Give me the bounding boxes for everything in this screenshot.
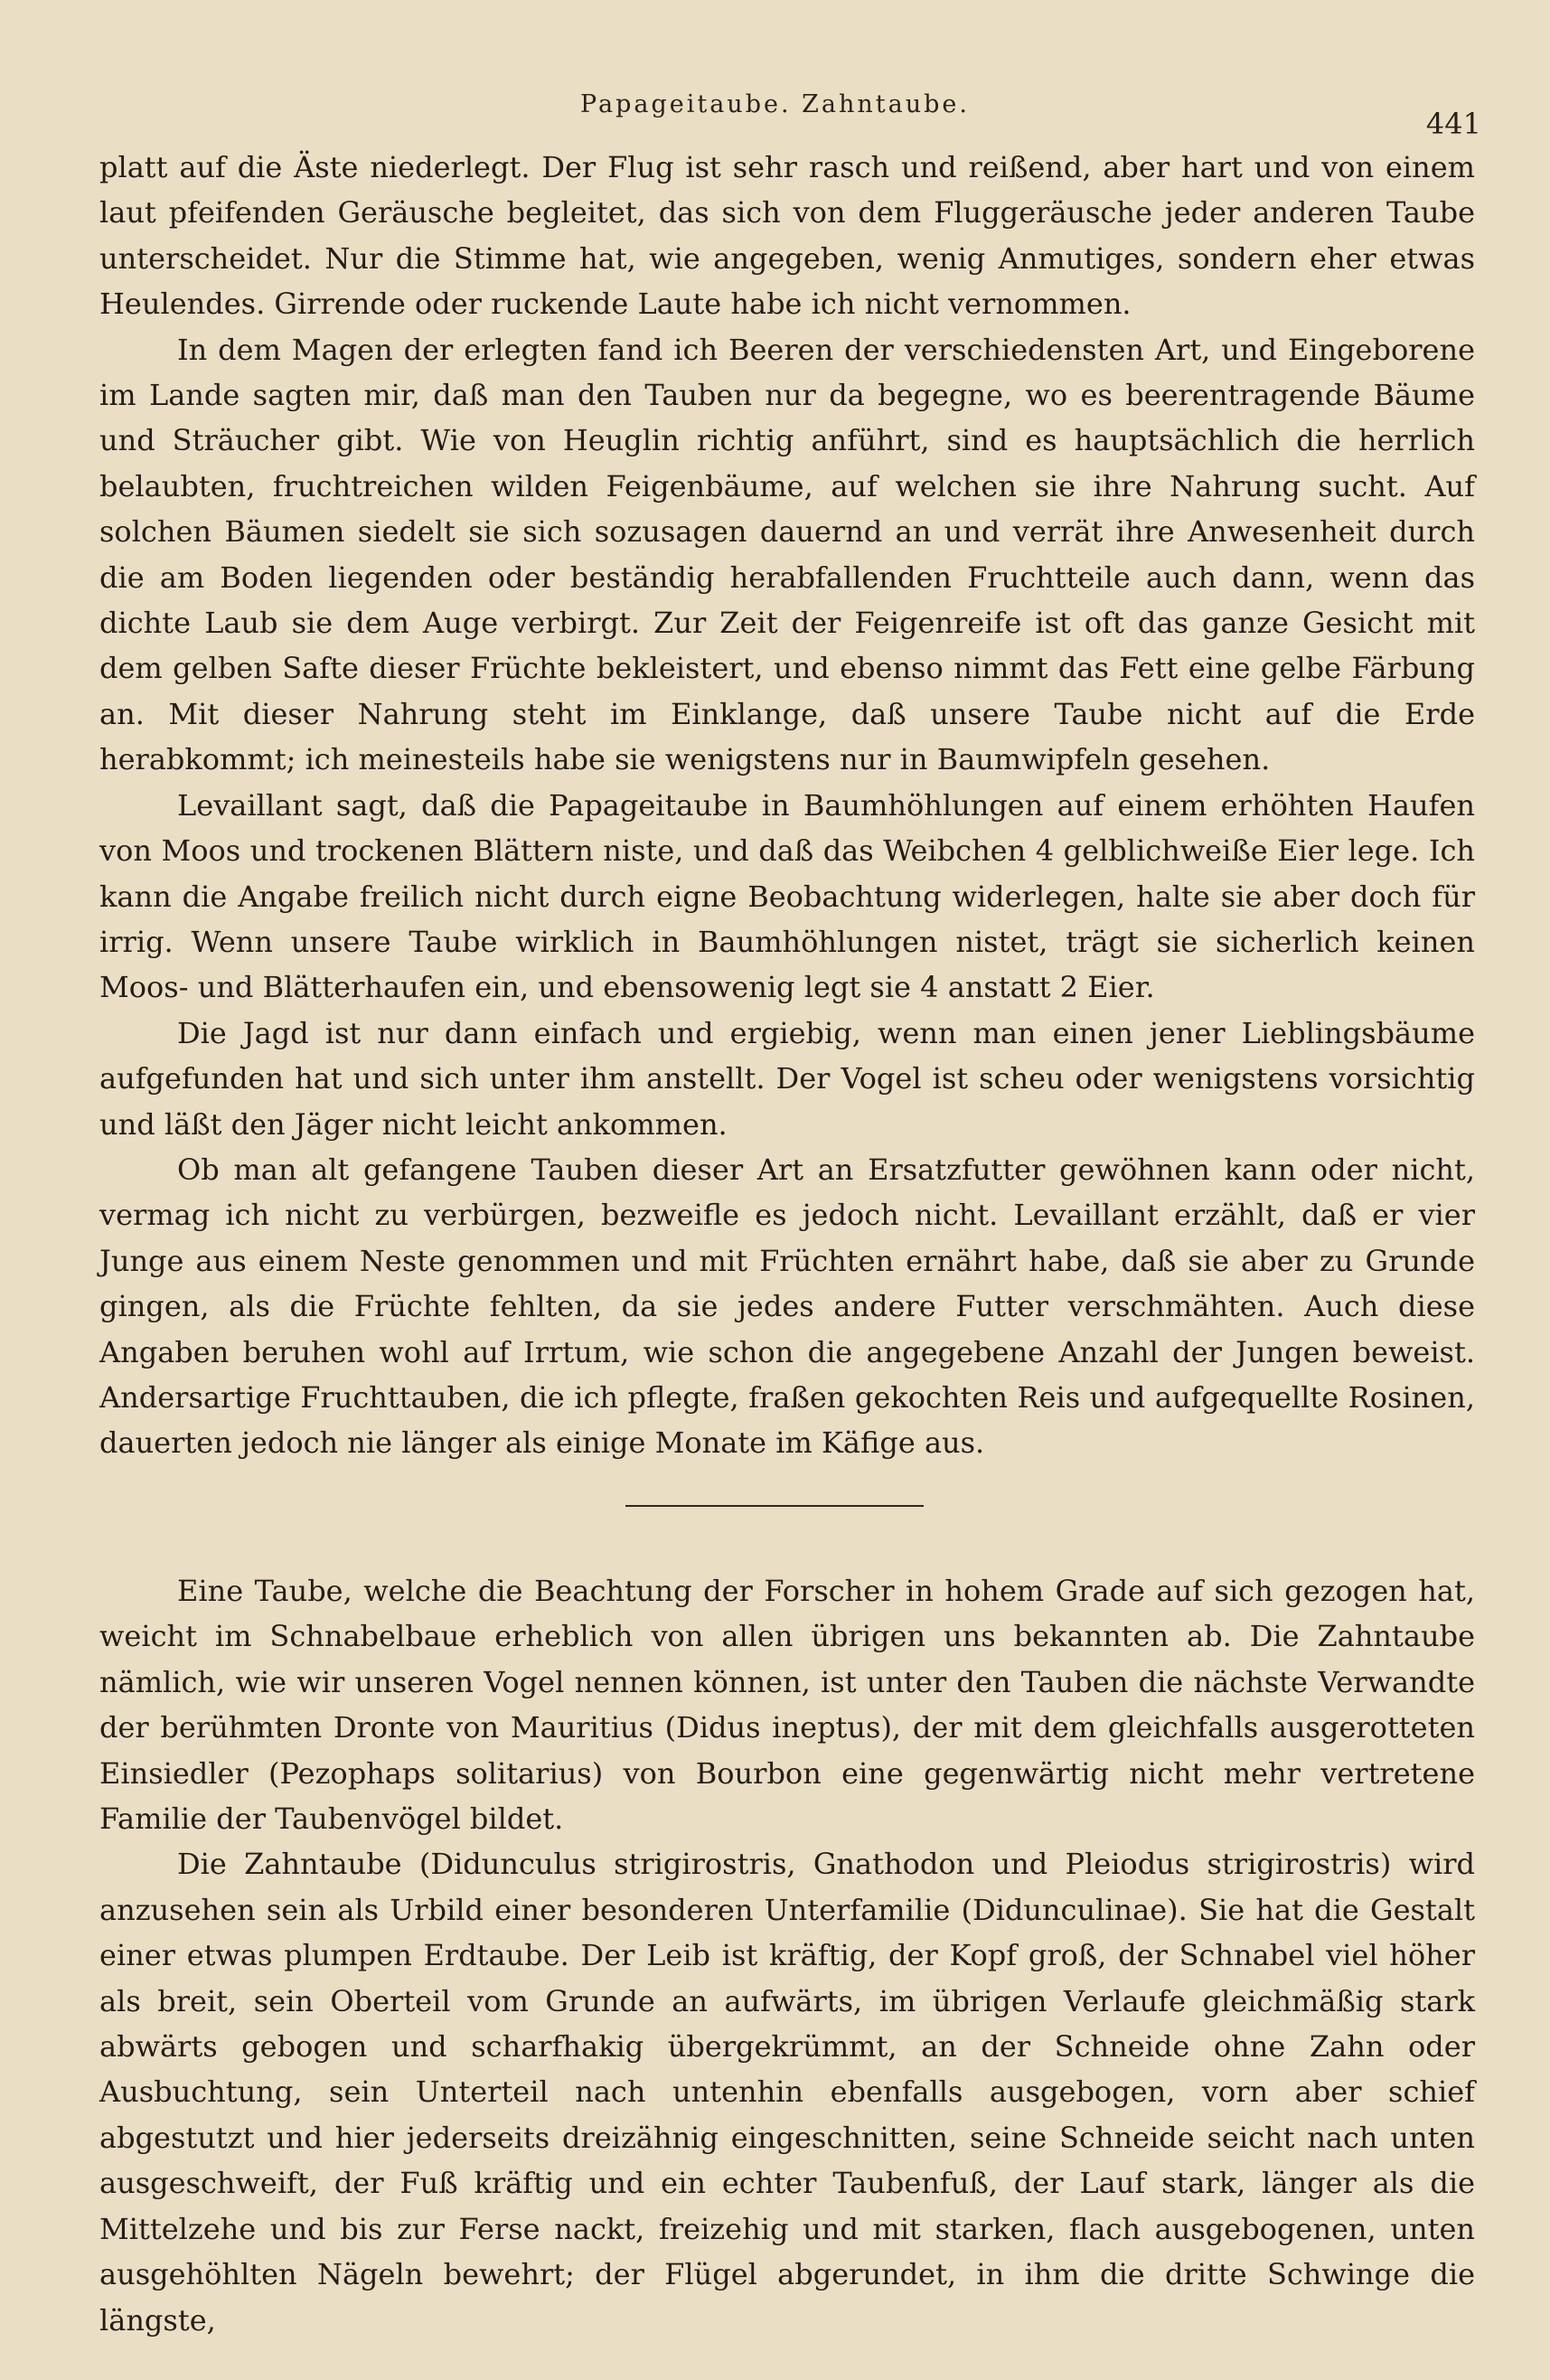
paragraph: In dem Magen der erlegten fand ich Beeren der verschiedensten Art, und Eingeborene im Lande sagten mir, daß man den Tauben nur da begegne, wo es beerentragende Bäume und Sträucher gibt. Wie von Heuglin richtig anführt, sind es hauptsächlich die herrlich belaubten, fruchtreichen wilden Feigenbäume, auf welchen sie ihre Nahrung sucht. Auf solchen Bäumen siedelt sie sich sozusagen dauernd an und verrät ihre Anwesenheit durch die am Boden liegenden oder beständig herabfallenden Fruchtteile auch dann, wenn das dichte Laub sie dem Auge verbirgt. Zur Zeit der Feigenreife ist oft das ganze Gesicht mit dem gelben Safte dieser Früchte bekleistert, und ebenso nimmt das Fett eine gelbe Färbung an. Mit dieser Nahrung steht im Einklange, daß unsere Taube nicht auf die Erde herabkommt; ich meinesteils habe sie wenigstens nur in Baumwipfeln gesehen.: [99, 332, 1475, 777]
section-divider: [625, 1505, 924, 1507]
paragraph: Levaillant sagt, daß die Papageitaube in Baumhöhlungen auf einem erhöhten Haufen von Moos und trockenen Blättern niste, und daß das Weibchen 4 gelblichweiße Eier lege. Ich kann die Angabe freilich nicht durch eigne Beobachtung widerlegen, halte sie aber doch für irrig. Wenn unsere Taube wirklich in Baumhöhlungen nistet, trägt sie sicherlich keinen Moos- und Blätterhaufen ein, und ebensowenig legt sie 4 anstatt 2 Eier.: [99, 787, 1475, 1005]
running-head-title: Papageitaube. Zahntaube.: [580, 90, 970, 118]
paragraph: Die Zahntaube (Didunculus strigirostris, Gnathodon und Pleiodus strigirostris) wird anzusehen sein als Urbild einer besonderen Unterfamilie (Didunculinae). Sie hat die Gestalt einer etwas plumpen Erdtaube. Der Leib ist kräftig, der Kopf groß, der Schnabel viel höher als breit, sein Oberteil vom Grunde an aufwärts, im übrigen Verlaufe gleichmäßig stark abwärts gebogen und scharfhakig übergekrümmt, an der Schneide ohne Zahn oder Ausbuchtung, sein Unterteil nach untenhin ebenfalls ausgebogen, vorn aber schief abgestutzt und hier jederseits dreizähnig eingeschnitten, seine Schneide seicht nach unten ausgeschweift, der Fuß kräftig und ein echter Taubenfuß, der Lauf stark, länger als die Mittelzehe und bis zur Ferse nackt, freizehig und mit starken, flach ausgebogenen, unten ausgehöhlten Nägeln bewehrt; der Flügel abgerundet, in ihm die dritte Schwinge die längste,: [99, 1847, 1475, 2338]
paragraph: platt auf die Äste niederlegt. Der Flug ist sehr rasch und reißend, aber hart und von einem laut pfeifenden Geräusche begleitet, das sich von dem Fluggeräusche jeder anderen Taube unterscheidet. Nur die Stimme hat, wie angegeben, wenig Anmutiges, sondern eher etwas Heulendes. Girrende oder ruckende Laute habe ich nicht vernommen.: [99, 150, 1475, 322]
running-head: [0, 90, 1550, 141]
page-number: 441: [1425, 107, 1481, 141]
paragraph: Die Jagd ist nur dann einfach und ergiebig, wenn man einen jener Lieblingsbäume aufgefunden hat und sich unter ihm anstellt. Der Vogel ist scheu oder wenigstens vorsichtig und läßt den Jäger nicht leicht ankommen.: [99, 1015, 1475, 1142]
paragraph: Eine Taube, welche die Beachtung der Forscher in hohem Grade auf sich gezogen hat, weicht im Schnabelbaue erheblich von allen übrigen uns bekannten ab. Die Zahntaube nämlich, wie wir unseren Vogel nennen können, ist unter den Tauben die nächste Verwandte der berühmten Dronte von Mauritius (Didus ineptus), der mit dem gleichfalls ausgerotteten Einsiedler (Pezophaps solitarius) von Bourbon eine gegenwärtig nicht mehr vertretene Familie der Taubenvögel bildet.: [99, 1574, 1475, 1837]
section-zahntaube: [99, 1568, 1475, 2343]
paragraph: Ob man alt gefangene Tauben dieser Art an Ersatzfutter gewöhnen kann oder nicht, vermag ich nicht zu verbürgen, bezweifle es jedoch nicht. Levaillant erzählt, daß er vier Junge aus einem Neste genommen und mit Früchten ernährt habe, daß sie aber zu Grunde gingen, als die Früchte fehlten, da sie jedes andere Futter verschmähten. Auch diese Angaben beruhen wohl auf Irrtum, wie schon die angegebene Anzahl der Jungen beweist. Andersartige Fruchttauben, die ich pflegte, fraßen gekochten Reis und aufgequellte Rosinen, dauerten jedoch nie länger als einige Monate im Käfige aus.: [99, 1152, 1475, 1461]
section-papageitaube: [99, 145, 1475, 1466]
